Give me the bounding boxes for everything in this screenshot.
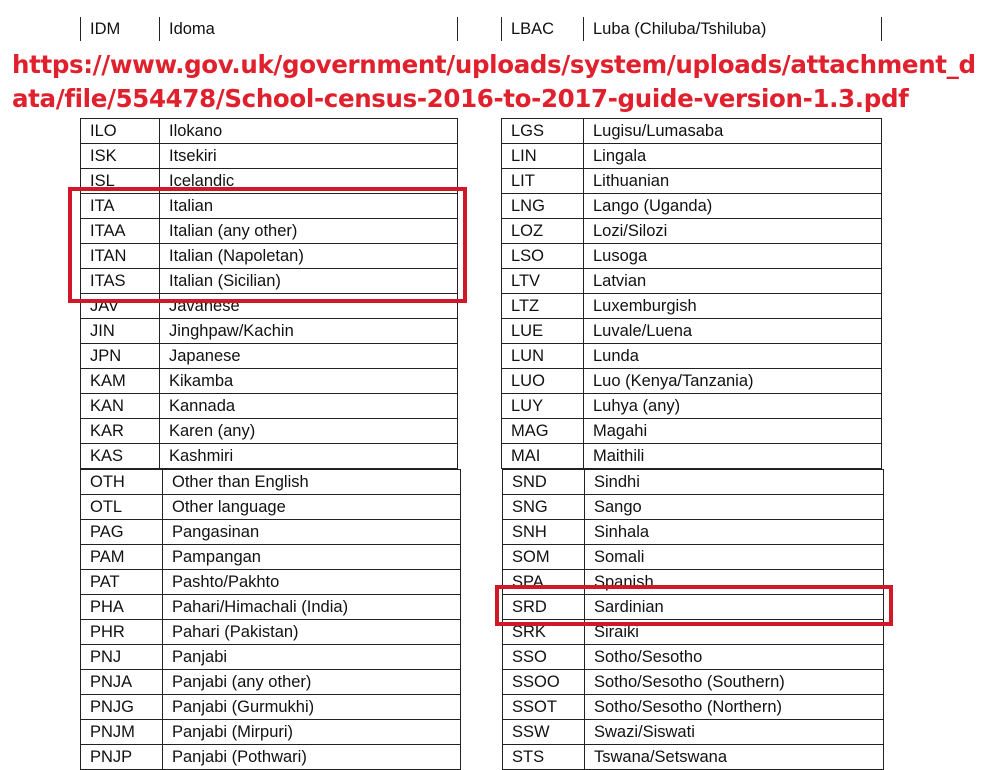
- language-name: Luxemburgish: [584, 294, 882, 319]
- table2-left: [80, 469, 461, 770]
- table-row: [502, 294, 882, 319]
- language-code: LUE: [502, 319, 584, 344]
- language-code: SSO: [503, 645, 585, 670]
- language-code: KAM: [81, 369, 160, 394]
- table-row: [81, 720, 461, 745]
- language-code: LIN: [502, 144, 584, 169]
- language-name: Lugisu/Lumasaba: [584, 119, 882, 144]
- language-name: Itsekiri: [160, 144, 458, 169]
- language-code: LBAC: [502, 17, 584, 41]
- language-code: ITAS: [81, 269, 160, 294]
- language-name: Spanish: [585, 570, 884, 595]
- language-name: Kashmiri: [160, 444, 458, 469]
- language-name: Sotho/Sesotho: [585, 645, 884, 670]
- table-row: [502, 244, 882, 269]
- language-code: PHR: [81, 620, 163, 645]
- language-name: Kikamba: [160, 369, 458, 394]
- language-code: LOZ: [502, 219, 584, 244]
- language-name: Pahari/Himachali (India): [163, 595, 461, 620]
- language-code: SSW: [503, 720, 585, 745]
- language-name: Other than English: [163, 470, 461, 495]
- table-row: [81, 319, 458, 344]
- language-name: Lozi/Silozi: [584, 219, 882, 244]
- language-name: Lingala: [584, 144, 882, 169]
- table-row: [502, 269, 882, 294]
- language-name: Kannada: [160, 394, 458, 419]
- language-name: Luvale/Luena: [584, 319, 882, 344]
- language-code: JAV: [81, 294, 160, 319]
- language-code: LSO: [502, 244, 584, 269]
- highlight-box-sardinian: [495, 585, 893, 626]
- table-row: [81, 444, 458, 469]
- source-url: https://www.gov.uk/government/uploads/system/uploads/attachment_data/file/554478/School-census-2016-to-2017-guide-version-1.3.pdf: [12, 50, 976, 113]
- table-row: [502, 144, 882, 169]
- table2-left-clip: [80, 473, 464, 766]
- table-row: [81, 620, 461, 645]
- language-name: Siraiki: [585, 620, 884, 645]
- table-row: [81, 570, 461, 595]
- language-code: PAM: [81, 545, 163, 570]
- language-name: Lusoga: [584, 244, 882, 269]
- language-name: Lithuanian: [584, 169, 882, 194]
- highlight-box-italian: [68, 187, 467, 303]
- language-code: ITA: [81, 194, 160, 219]
- top-right-fragment: [501, 17, 882, 41]
- language-code: ISL: [81, 169, 160, 194]
- language-name: Lunda: [584, 344, 882, 369]
- language-code: SNH: [503, 520, 585, 545]
- language-name: Somali: [585, 545, 884, 570]
- language-code: LIT: [502, 169, 584, 194]
- language-code: SSOT: [503, 695, 585, 720]
- language-code: OTL: [81, 495, 163, 520]
- table-row: [503, 495, 884, 520]
- table-row: [81, 645, 461, 670]
- language-name: Icelandic: [160, 169, 458, 194]
- table-row: [81, 470, 461, 495]
- language-code: SRD: [503, 595, 585, 620]
- language-code: LUN: [502, 344, 584, 369]
- top-left-fragment-clip: [80, 17, 460, 45]
- table-row: [81, 745, 461, 770]
- language-code: LNG: [502, 194, 584, 219]
- language-code: LTZ: [502, 294, 584, 319]
- table-row: [502, 194, 882, 219]
- language-name: Sotho/Sesotho (Southern): [585, 670, 884, 695]
- language-name: Other language: [163, 495, 461, 520]
- table-row: [502, 419, 882, 444]
- table-row: [502, 344, 882, 369]
- language-name: Panjabi (any other): [163, 670, 461, 695]
- table-row: [502, 319, 882, 344]
- language-name: Sinhala: [585, 520, 884, 545]
- language-name: Swazi/Siswati: [585, 720, 884, 745]
- table-row: [503, 745, 884, 770]
- language-code: ISK: [81, 144, 160, 169]
- language-name: Sindhi: [585, 470, 884, 495]
- language-code: SND: [503, 470, 585, 495]
- language-name: Panjabi (Mirpuri): [163, 720, 461, 745]
- language-code: PAG: [81, 520, 163, 545]
- language-code: KAR: [81, 419, 160, 444]
- language-name: Latvian: [584, 269, 882, 294]
- language-name: Pahari (Pakistan): [163, 620, 461, 645]
- language-code: ITAA: [81, 219, 160, 244]
- language-code: PAT: [81, 570, 163, 595]
- language-code: PNJP: [81, 745, 163, 770]
- language-name: Karen (any): [160, 419, 458, 444]
- table-row: [81, 119, 458, 144]
- language-code: IDM: [81, 17, 160, 41]
- language-code: LGS: [502, 119, 584, 144]
- language-code: ILO: [81, 119, 160, 144]
- table-row: [503, 645, 884, 670]
- table-row: [502, 369, 882, 394]
- language-name: Pampangan: [163, 545, 461, 570]
- language-code: KAS: [81, 444, 160, 469]
- language-code: LUO: [502, 369, 584, 394]
- table-row: [81, 369, 458, 394]
- language-name: Jinghpaw/Kachin: [160, 319, 458, 344]
- language-name: Luhya (any): [584, 394, 882, 419]
- language-name: Italian: [160, 194, 458, 219]
- language-name: Pashto/Pakhto: [163, 570, 461, 595]
- language-name: Sotho/Sesotho (Northern): [585, 695, 884, 720]
- language-code: SRK: [503, 620, 585, 645]
- language-name: Italian (Sicilian): [160, 269, 458, 294]
- language-name: Idoma: [160, 17, 458, 41]
- language-name: Panjabi (Gurmukhi): [163, 695, 461, 720]
- table-row: [81, 344, 458, 369]
- table1-right-clip: [501, 118, 885, 465]
- table-row: [502, 169, 882, 194]
- table-row: [81, 595, 461, 620]
- top-left-fragment: [80, 17, 458, 41]
- language-code: LTV: [502, 269, 584, 294]
- language-code: SSOO: [503, 670, 585, 695]
- table-row: [502, 219, 882, 244]
- language-code: JPN: [81, 344, 160, 369]
- language-name: Ilokano: [160, 119, 458, 144]
- language-name: Sardinian: [585, 595, 884, 620]
- table1-right: [501, 118, 882, 469]
- language-code: STS: [503, 745, 585, 770]
- language-code: KAN: [81, 394, 160, 419]
- language-code: MAI: [502, 444, 584, 469]
- language-code: MAG: [502, 419, 584, 444]
- table-row: [502, 394, 882, 419]
- language-code: JIN: [81, 319, 160, 344]
- table-row: [81, 670, 461, 695]
- language-code: SPA: [503, 570, 585, 595]
- language-name: Panjabi (Pothwari): [163, 745, 461, 770]
- language-code: PNJA: [81, 670, 163, 695]
- table-row: [81, 495, 461, 520]
- language-name: Panjabi: [163, 645, 461, 670]
- language-code: PNJ: [81, 645, 163, 670]
- language-name: Luo (Kenya/Tanzania): [584, 369, 882, 394]
- language-name: Javanese: [160, 294, 458, 319]
- table-row: [503, 470, 884, 495]
- table-row: [503, 695, 884, 720]
- table-row: [81, 17, 458, 41]
- table-row: [502, 17, 882, 41]
- table-row: [502, 444, 882, 469]
- language-name: Luba (Chiluba/Tshiluba): [584, 17, 882, 41]
- language-name: Magahi: [584, 419, 882, 444]
- table-row: [503, 520, 884, 545]
- language-name: Pangasinan: [163, 520, 461, 545]
- table-row: [81, 520, 461, 545]
- table-row: [81, 545, 461, 570]
- language-name: Italian (any other): [160, 219, 458, 244]
- language-code: ITAN: [81, 244, 160, 269]
- table-row: [81, 695, 461, 720]
- language-code: LUY: [502, 394, 584, 419]
- language-name: Lango (Uganda): [584, 194, 882, 219]
- language-name: Japanese: [160, 344, 458, 369]
- language-code: PNJG: [81, 695, 163, 720]
- top-right-fragment-clip: [501, 17, 885, 45]
- language-code: SNG: [503, 495, 585, 520]
- language-code: PNJM: [81, 720, 163, 745]
- language-name: Maithili: [584, 444, 882, 469]
- table-row: [81, 419, 458, 444]
- language-code: PHA: [81, 595, 163, 620]
- language-name: Italian (Napoletan): [160, 244, 458, 269]
- language-name: Tswana/Setswana: [585, 745, 884, 770]
- table-row: [81, 394, 458, 419]
- table-row: [503, 545, 884, 570]
- language-code: OTH: [81, 470, 163, 495]
- language-name: Sango: [585, 495, 884, 520]
- table-row: [502, 119, 882, 144]
- table-row: [81, 144, 458, 169]
- table-row: [503, 670, 884, 695]
- language-code: SOM: [503, 545, 585, 570]
- table-row: [503, 720, 884, 745]
